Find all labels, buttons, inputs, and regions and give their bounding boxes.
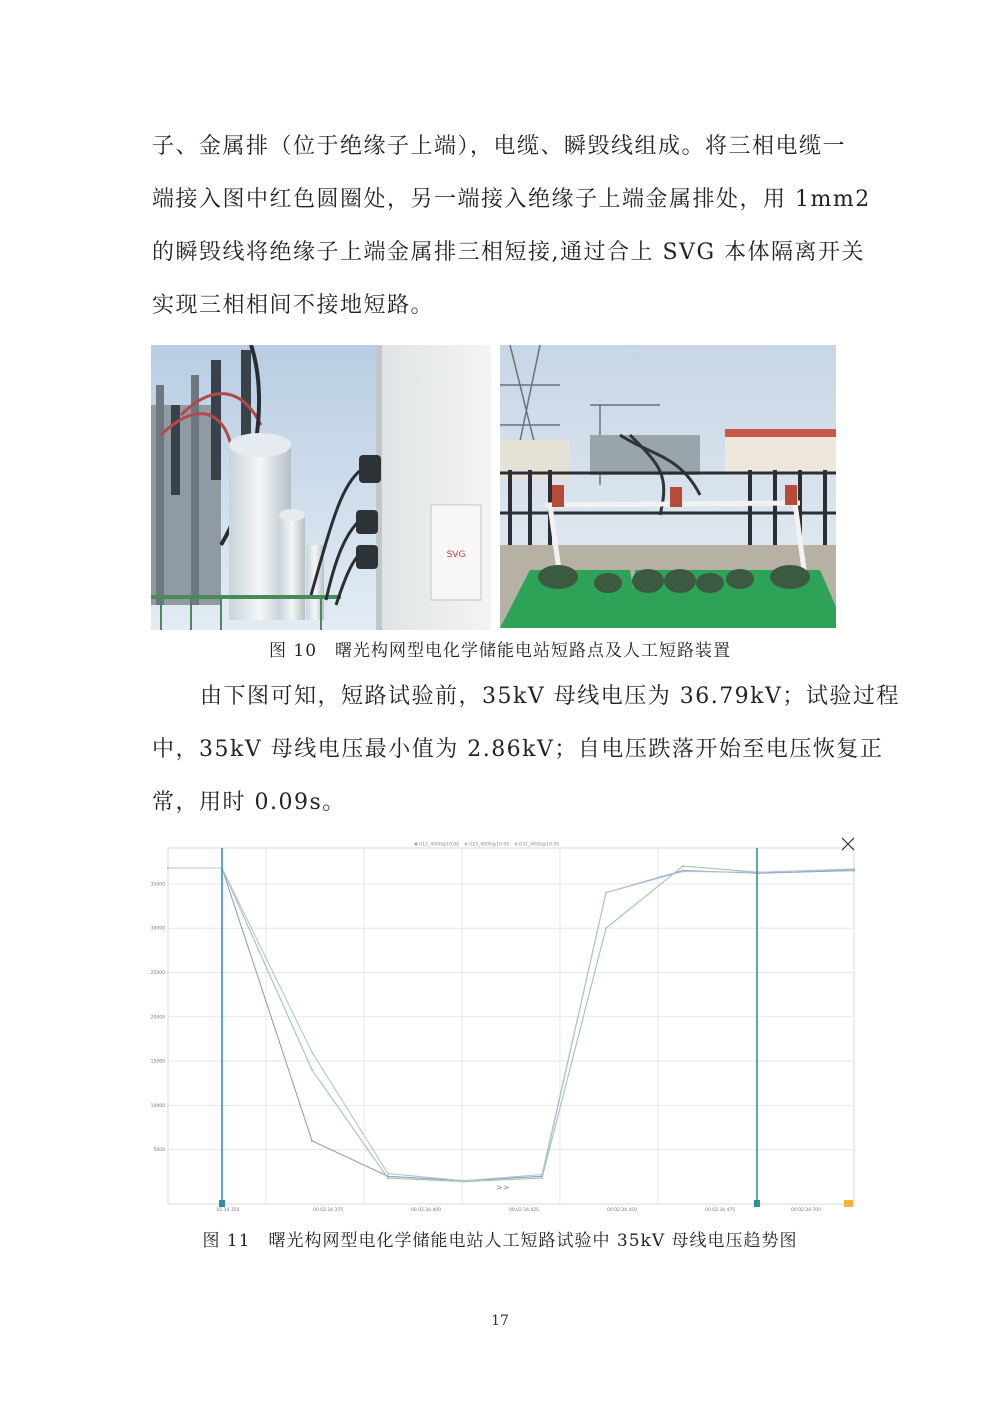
series-point: [541, 1177, 543, 1179]
y-tick-label: 10000: [150, 1103, 165, 1109]
figure-10-caption: 图 10 曙光构网型电化学储能电站短路点及人工短路装置: [268, 641, 732, 661]
paragraph-1: [152, 120, 871, 332]
figure-11-caption: 图 11 曙光构网型电化学储能电站人工短路试验中 35kV 母线电压趋势图: [202, 1231, 798, 1251]
series-point: [167, 867, 169, 869]
x-tick-label: 00.02.34.700: [790, 1208, 822, 1213]
x-tick-label: 00.02.34.475: [704, 1208, 736, 1213]
x-tick-label: 00.02.34.425: [508, 1208, 540, 1213]
legend-swatch: [415, 843, 418, 846]
legend-swatch: [465, 843, 468, 846]
paragraph-line: 由下图可知，短路试验前，35kV 母线电压为 36.79kV；试验过程: [200, 684, 900, 709]
series-point: [541, 1174, 543, 1176]
y-tick-label: 25000: [150, 970, 165, 976]
y-tick-label: 35000: [150, 882, 165, 888]
series-point: [387, 1173, 389, 1175]
paragraph-line: 中，35kV 母线电压最小值为 2.86kV；自电压跌落开始至电压恢复正: [152, 737, 884, 762]
paragraph-2: [152, 670, 900, 829]
paragraph-line: 实现三相相间不接地短路。: [152, 293, 435, 318]
y-tick-label: 15000: [150, 1059, 165, 1065]
cursor-marker-right[interactable]: [754, 1200, 760, 1207]
x-tick-label: 02.34.350: [216, 1208, 240, 1213]
series-point: [311, 1051, 313, 1053]
legend-swatch: [515, 843, 518, 846]
series-point: [311, 1140, 313, 1142]
series-point: [605, 892, 607, 894]
legend-entry: U23_4000@10.00: [469, 842, 510, 848]
legend-entry: U12_4000@10.00: [419, 842, 460, 848]
x-tick-label: 00.02.34.400: [410, 1208, 442, 1213]
paragraph-line: 的瞬毁线将绝缘子上端金属排三相短接,通过合上 SVG 本体隔离开关: [152, 240, 866, 265]
x-tick-label: 00.02.34.450: [606, 1208, 638, 1213]
series-point: [387, 1177, 389, 1179]
series-point: [463, 1180, 465, 1182]
voltage-trend-chart: [148, 834, 860, 1214]
series-point: [853, 868, 855, 870]
chart-legend: [415, 842, 560, 848]
paragraph-line: 常，用时 0.09s。: [152, 790, 346, 815]
y-tick-label: 20000: [150, 1015, 165, 1021]
page-number: 17: [491, 1313, 509, 1329]
series-point: [682, 871, 684, 873]
paragraph-line: 端接入图中红色圆圈处，另一端接入绝缘子上端金属排处，用 1mm2: [152, 187, 871, 212]
cursor-marker-left[interactable]: [219, 1200, 225, 1207]
range-end-marker[interactable]: [844, 1200, 853, 1207]
paragraph-line: 子、金属排（位于绝缘子上端），电缆、瞬毁线组成。将三相电缆一: [152, 134, 847, 159]
legend-entry: U31_4000@10.00: [519, 842, 560, 848]
series-point: [311, 1069, 313, 1071]
series-point: [758, 871, 760, 873]
photo-short-circuit-device: [500, 345, 836, 628]
svg-label-text: SVG: [446, 550, 466, 560]
y-tick-label: 5000: [153, 1148, 165, 1154]
series-point: [682, 865, 684, 867]
photo-svg-equipment: [151, 345, 491, 630]
x-tick-label: 00.02.34.375: [312, 1208, 344, 1213]
y-tick-label: 30000: [150, 926, 165, 932]
series-point: [605, 927, 607, 929]
scroll-arrows-icon[interactable]: >>: [496, 1183, 510, 1192]
